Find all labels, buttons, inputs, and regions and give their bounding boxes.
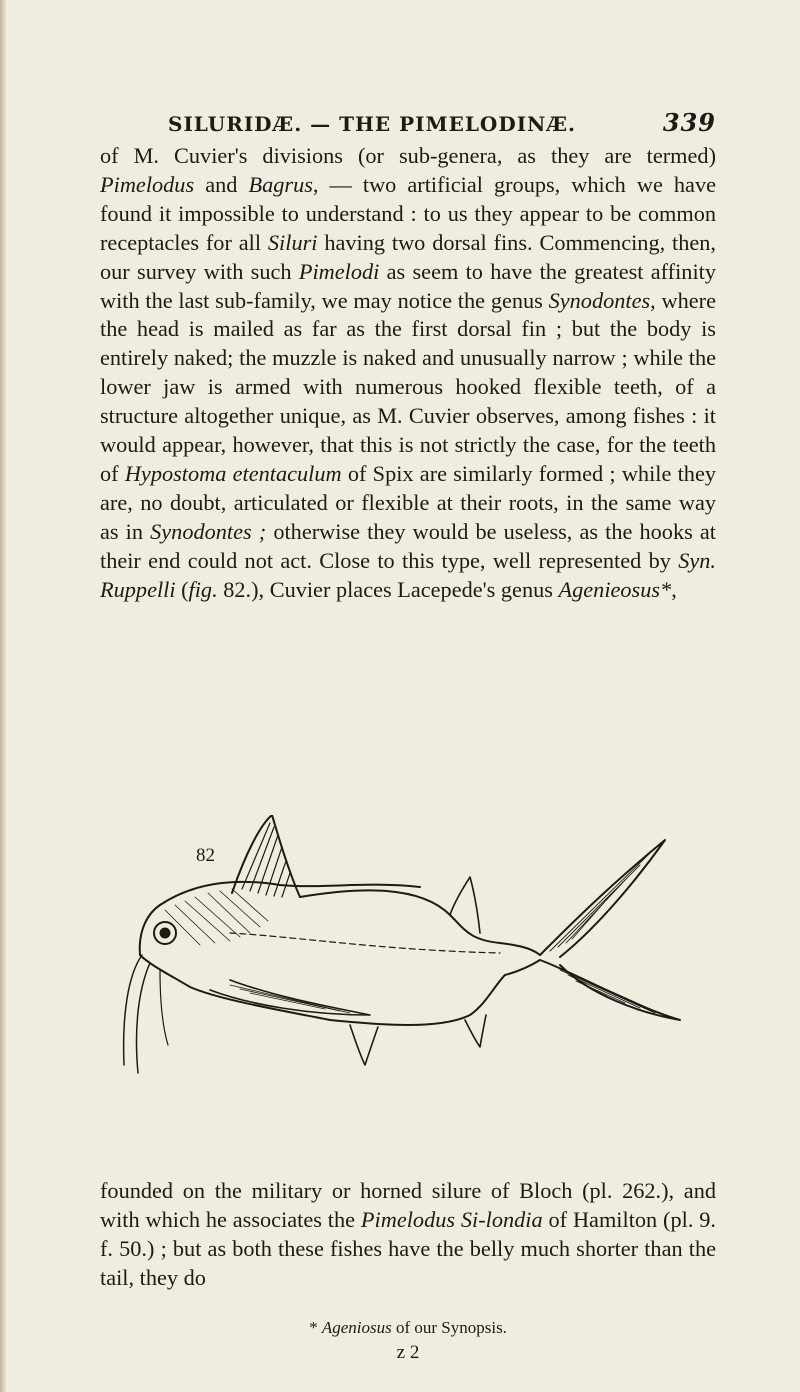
figure-reference: fig. bbox=[188, 576, 218, 602]
text-run: of M. Cuvier's divisions (or sub-genera, as they are termed) bbox=[100, 143, 716, 168]
text-run: as seem to have the greatest affinity with the last sub-family, we may notice the genus bbox=[100, 258, 716, 313]
text-run: of our Synopsis. bbox=[391, 1318, 507, 1337]
text-run: and bbox=[194, 171, 249, 197]
page-number: 339 bbox=[662, 108, 716, 137]
paragraph-2 bbox=[100, 1177, 716, 1293]
fish-illustration bbox=[120, 815, 700, 1075]
taxon-name: Bagrus bbox=[248, 171, 313, 197]
text-run: 82.), Cuvier places Lacepede's genus bbox=[217, 576, 559, 602]
text-run: , where the head is mailed as far as the first dorsal fin ; but the body is entirely naked; the muzzle is naked and unusually narrow ; while the lower jaw is armed with numerous hooked flexible teeth, of a structure altogether unique, as M. Cuvier observes, among fishes : it would appear, however, that this is not strictly the case, for the teeth of bbox=[100, 287, 716, 486]
taxon-name: Pimelodi bbox=[298, 258, 380, 284]
running-head bbox=[100, 108, 716, 142]
taxon-name: Pimelodus Si-londia bbox=[360, 1206, 543, 1232]
text-run: of Hamilton (pl. 9. f. 50.) ; but as both these fishes have the belly much shorter than the tail, they do bbox=[100, 1206, 716, 1290]
page-edge bbox=[0, 0, 6, 1392]
text-run: , — two artificial groups, which we have found it impossible to understand : to us they appear to be common receptacles for all bbox=[100, 171, 717, 255]
taxon-name: Ageniosus bbox=[321, 1318, 392, 1337]
text-run: ( bbox=[175, 576, 189, 602]
taxon-name: Siluri bbox=[267, 229, 318, 255]
text-run: having two dorsal fins. Commencing, then, our survey with such bbox=[100, 229, 716, 284]
taxon-name: Syn. Ruppelli bbox=[100, 547, 716, 602]
footnote bbox=[100, 1318, 716, 1338]
taxon-name: Pimelodus bbox=[100, 171, 195, 197]
taxon-name: Agenieosus* bbox=[558, 576, 672, 602]
running-head-title: SILURIDÆ. — THE PIMELODINÆ. bbox=[168, 112, 576, 136]
text-run: of Spix are similarly formed ; while they are, no doubt, articulated or flexible at their roots, in the same way as in bbox=[100, 460, 716, 544]
taxon-name: Hypostoma etentaculum bbox=[124, 460, 342, 486]
taxon-name: Synodontes bbox=[548, 287, 651, 313]
text-run: otherwise they would be useless, as the hooks at their end could not act. Close to this type, well represented by bbox=[100, 518, 716, 573]
taxon-name: Synodontes ; bbox=[150, 518, 267, 544]
signature-mark: z 2 bbox=[396, 1342, 420, 1363]
figure-number: 82 bbox=[196, 845, 215, 866]
text-run: , bbox=[671, 576, 677, 602]
text-run: founded on the military or horned silure of Bloch (pl. 262.), and with which he associates the bbox=[100, 1178, 716, 1232]
footnote-marker: * bbox=[309, 1318, 322, 1337]
paragraph-1 bbox=[100, 142, 716, 605]
